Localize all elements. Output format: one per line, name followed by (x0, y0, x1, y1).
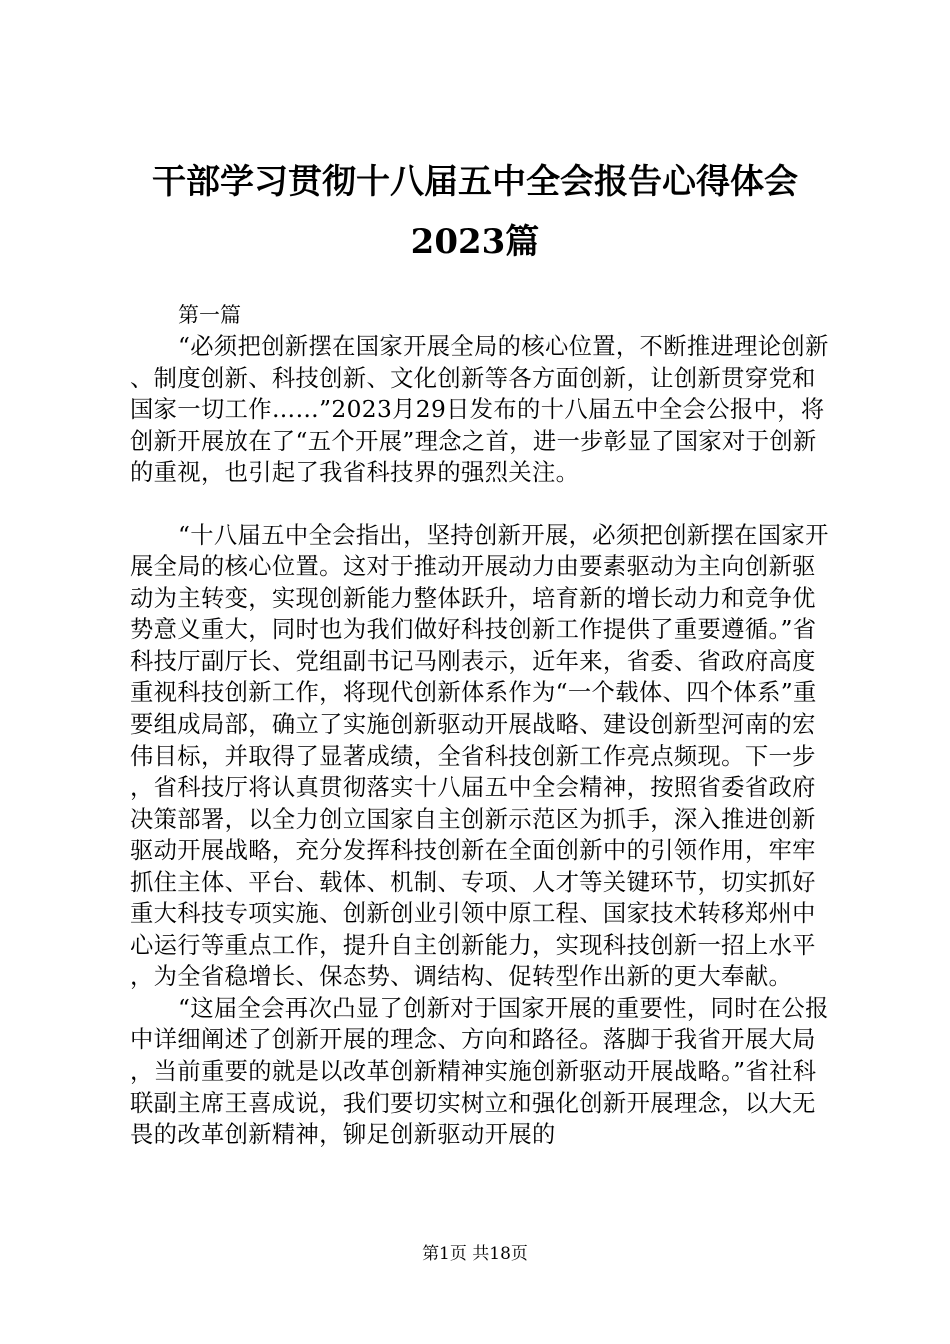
document-body (130, 300, 835, 1151)
page-footer: 第1页 共18页 (422, 1244, 528, 1264)
paragraph-1: “必须把创新摆在国家开展全局的核心位置，不断推进理论创新、制度创新、科技创新、文化创新等各方面创新，让创新贯穿党和国家一切工作……”2023月29日发布的十八届五中全会公报中，将创新开展放在了“五个开展”理念之首，进一步彰显了国家对于创新的重视，也引起了我省科技界的强烈关注。 (130, 333, 829, 487)
document-title-line-2: 2023篇 (410, 222, 540, 262)
paragraph-2: “十八届五中全会指出，坚持创新开展，必须把创新摆在国家开展全局的核心位置。这对于推动开展动力由要素驱动为主向创新驱动为主转变，实现创新能力整体跃升，培育新的增长动力和竞争优势意义重大，同时也为我们做好科技创新工作提供了重要遵循。”省科技厅副厅长、党组副书记马刚表示，近年来，省委、省政府高度重视科技创新工作，将现代创新体系作为“一个载体、四个体系”重要组成局部，确立了实施创新驱动开展战略、建设创新型河南的宏伟目标，并取得了显著成绩，全省科技创新工作亮点频现。下一步，省科技厅将认真贯彻落实十八届五中全会精神，按照省委省政府决策部署，以全力创立国家自主创新示范区为抓手，深入推进创新驱动开展战略，充分发挥科技创新在全面创新中的引领作用，牢牢抓住主体、平台、载体、机制、专项、人才等关键环节，切实抓好重大科技专项实施、创新创业引领中原工程、国家技术转移郑州中心运行等重点工作，提升自主创新能力，实现科技创新一招上水平，为全省稳增长、保态势、调结构、促转型作出新的更大奉献。 (130, 521, 829, 991)
document-title-line-1: 干部学习贯彻十八届五中全会报告心得体会 (152, 162, 798, 202)
paragraph-3: “这届全会再次凸显了创新对于国家开展的重要性，同时在公报中详细阐述了创新开展的理念、方向和路径。落脚于我省开展大局，当前重要的就是以改革创新精神实施创新驱动开展战略。”省社科联副主席王喜成说，我们要切实树立和强化创新开展理念，以大无畏的改革创新精神，铆足创新驱动开展的 (130, 994, 829, 1149)
section-label: 第一篇 (178, 303, 241, 327)
